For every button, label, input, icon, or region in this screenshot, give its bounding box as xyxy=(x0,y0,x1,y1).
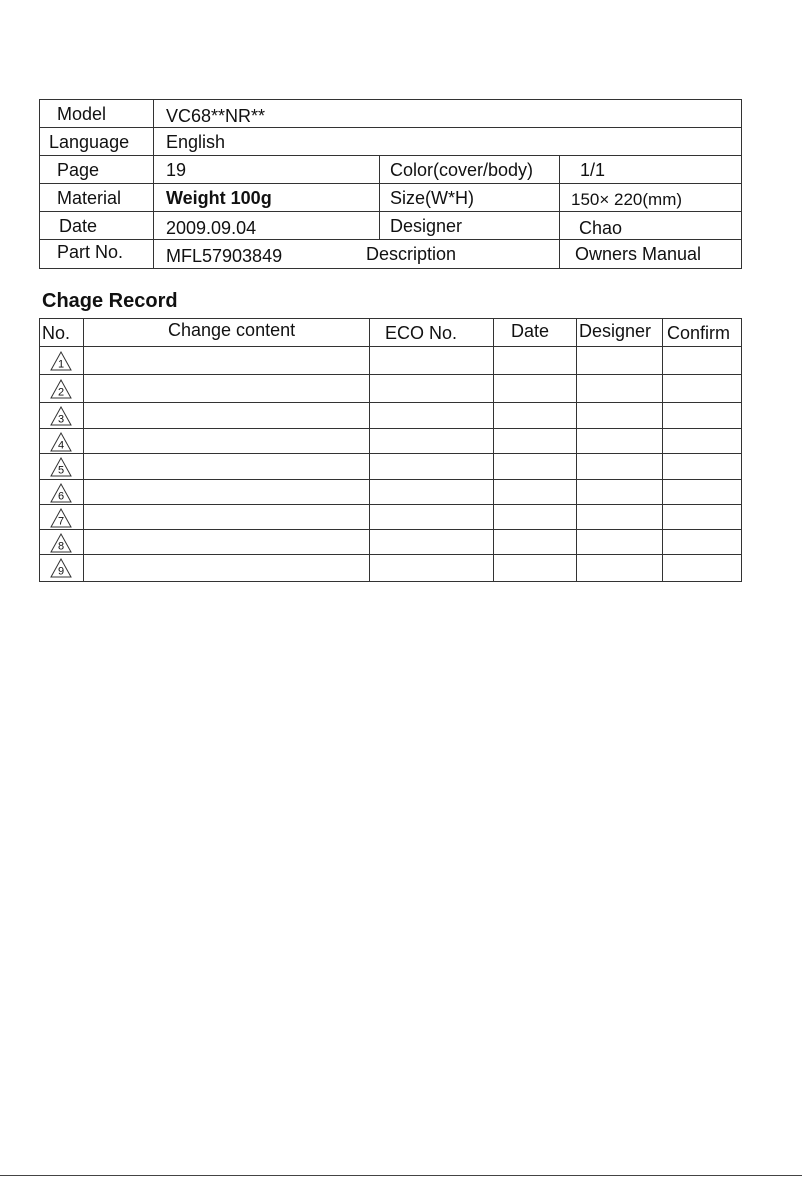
revision-triangle-icon xyxy=(50,483,72,503)
page-label: Page xyxy=(57,160,100,180)
header-designer: Designer xyxy=(579,321,652,341)
revision-triangle-icon xyxy=(50,406,72,426)
table-row xyxy=(40,347,741,375)
table-row xyxy=(40,555,741,581)
header-date: Date xyxy=(511,321,550,341)
spec-row-page xyxy=(40,156,741,184)
size-value: 150× 220(mm) xyxy=(571,190,683,209)
header-no: No. xyxy=(42,323,71,343)
spec-row-model xyxy=(40,100,741,128)
spec-row-date xyxy=(40,212,741,240)
revision-number: 4 xyxy=(57,439,65,452)
language-value: English xyxy=(166,132,226,152)
revision-number: 3 xyxy=(57,413,65,426)
description-label: Description xyxy=(366,244,457,264)
date-value: 2009.09.04 xyxy=(166,218,257,238)
spec-table xyxy=(39,99,742,269)
table-row xyxy=(40,375,741,403)
revision-triangle-icon xyxy=(50,533,72,553)
description-value: Owners Manual xyxy=(575,244,702,264)
revision-number: 6 xyxy=(57,490,65,503)
partno-value: MFL57903849 xyxy=(166,246,283,266)
size-label: Size(W*H) xyxy=(390,188,474,208)
designer-label: Designer xyxy=(390,216,463,236)
table-row xyxy=(40,454,741,480)
revision-triangle-icon xyxy=(50,558,72,578)
model-value: VC68**NR** xyxy=(166,106,266,126)
revision-triangle-icon xyxy=(50,457,72,477)
revision-number: 1 xyxy=(57,358,65,371)
header-confirm: Confirm xyxy=(667,323,731,343)
color-value: 1/1 xyxy=(580,160,606,180)
revision-triangle-icon xyxy=(50,508,72,528)
header-eco-no: ECO No. xyxy=(385,323,458,343)
revision-number: 9 xyxy=(57,565,65,578)
spec-row-partno xyxy=(40,240,741,269)
change-record-header xyxy=(40,319,741,347)
material-label: Material xyxy=(57,188,122,208)
table-row xyxy=(40,530,741,555)
revision-triangle-icon xyxy=(50,432,72,452)
revision-number: 7 xyxy=(57,515,65,528)
page-bottom-rule xyxy=(0,1175,802,1176)
spec-row-language xyxy=(40,128,741,156)
revision-number: 8 xyxy=(57,540,65,553)
change-record-table xyxy=(39,318,742,582)
revision-triangle-icon xyxy=(50,379,72,399)
revision-triangle-icon xyxy=(50,351,72,371)
language-label: Language xyxy=(49,132,130,152)
date-label: Date xyxy=(59,216,98,236)
spec-row-material xyxy=(40,184,741,212)
change-record-title: Chage Record xyxy=(42,290,178,312)
model-label: Model xyxy=(57,104,107,124)
designer-value: Chao xyxy=(579,218,623,238)
material-value: Weight 100g xyxy=(166,188,272,208)
table-row xyxy=(40,403,741,429)
page-value: 19 xyxy=(166,160,187,180)
header-change-content: Change content xyxy=(168,320,296,340)
table-row xyxy=(40,505,741,530)
revision-number: 2 xyxy=(57,386,65,399)
color-label: Color(cover/body) xyxy=(390,160,534,180)
table-row xyxy=(40,429,741,454)
partno-label: Part No. xyxy=(57,242,124,262)
revision-number: 5 xyxy=(57,464,65,477)
table-row xyxy=(40,480,741,505)
